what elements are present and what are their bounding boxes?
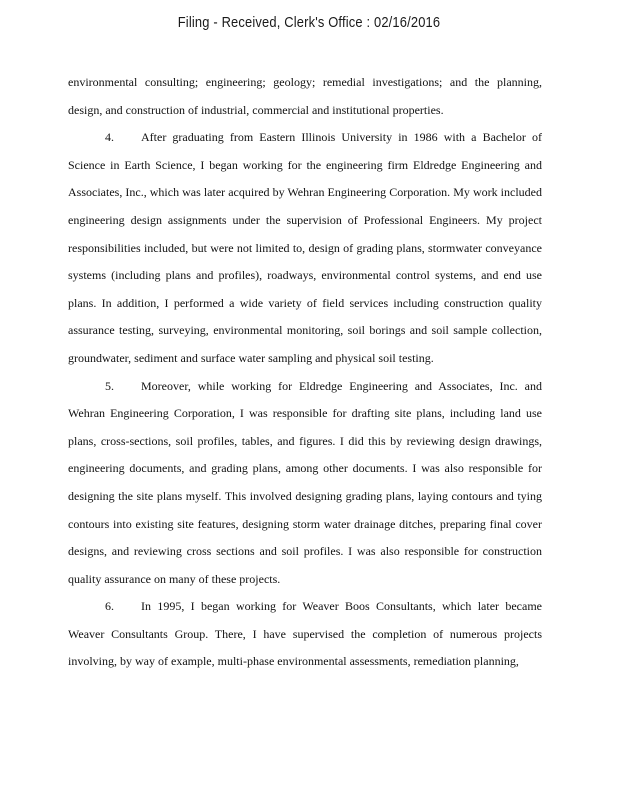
- paragraph-text: Moreover, while working for Eldredge Engineering and Associates, Inc. and Wehran Engineering Corporation, I was responsible for drafting site plans, including land use plans, cross-sections, soil profiles, tables, and figures. I did this by reviewing design drawings, engineering documents, and grading plans, among other documents. I was also responsible for designing the site plans myself. This involved designing grading plans, laying contours and tying contours into existing site features, designing storm water drainage ditches, preparing final cover designs, and reviewing cross sections and soil profiles. I was also responsible for construction quality assurance on many of these projects.: [68, 378, 542, 586]
- paragraph-indent: [68, 373, 141, 401]
- paragraph-text: In 1995, I began working for Weaver Boos Consultants, which later became Weaver Consultants Group. There, I have supervised the completion of numerous projects involving, by way of example, multi-phase environmental assessments, remediation planning,: [68, 599, 542, 669]
- paragraph-number: 4.: [105, 130, 114, 145]
- paragraph-text: environmental consulting; engineering; geology; remedial investigations; and the planning, design, and construction of industrial, commercial and institutional properties.: [68, 75, 542, 117]
- paragraph-4: [68, 124, 542, 372]
- paragraph-number: 5.: [105, 378, 114, 393]
- filing-stamp-header: Filing - Received, Clerk's Office : 02/16/2016: [177, 14, 441, 31]
- paragraph-text: After graduating from Eastern Illinois University in 1986 with a Bachelor of Science in Earth Science, I began working for the engineering firm Eldredge Engineering and Associates, Inc., which was later acquired by Wehran Engineering Corporation. My work included engineering design assignments under the supervision of Professional Engineers. My project responsibilities included, but were not limited to, design of grading plans, stormwater conveyance systems (including plans and profiles), roadways, environmental control systems, and end use plans. In addition, I performed a wide variety of field services including construction quality assurance testing, surveying, environmental monitoring, soil borings and soil sample collection, groundwater, sediment and surface water sampling and physical soil testing.: [68, 130, 542, 365]
- document-body: [68, 69, 542, 676]
- paragraph-continuation: [68, 69, 542, 124]
- paragraph-6: [68, 593, 542, 676]
- paragraph-indent: [68, 124, 141, 152]
- paragraph-indent: [68, 593, 141, 621]
- paragraph-5: [68, 373, 542, 594]
- paragraph-number: 6.: [105, 599, 114, 614]
